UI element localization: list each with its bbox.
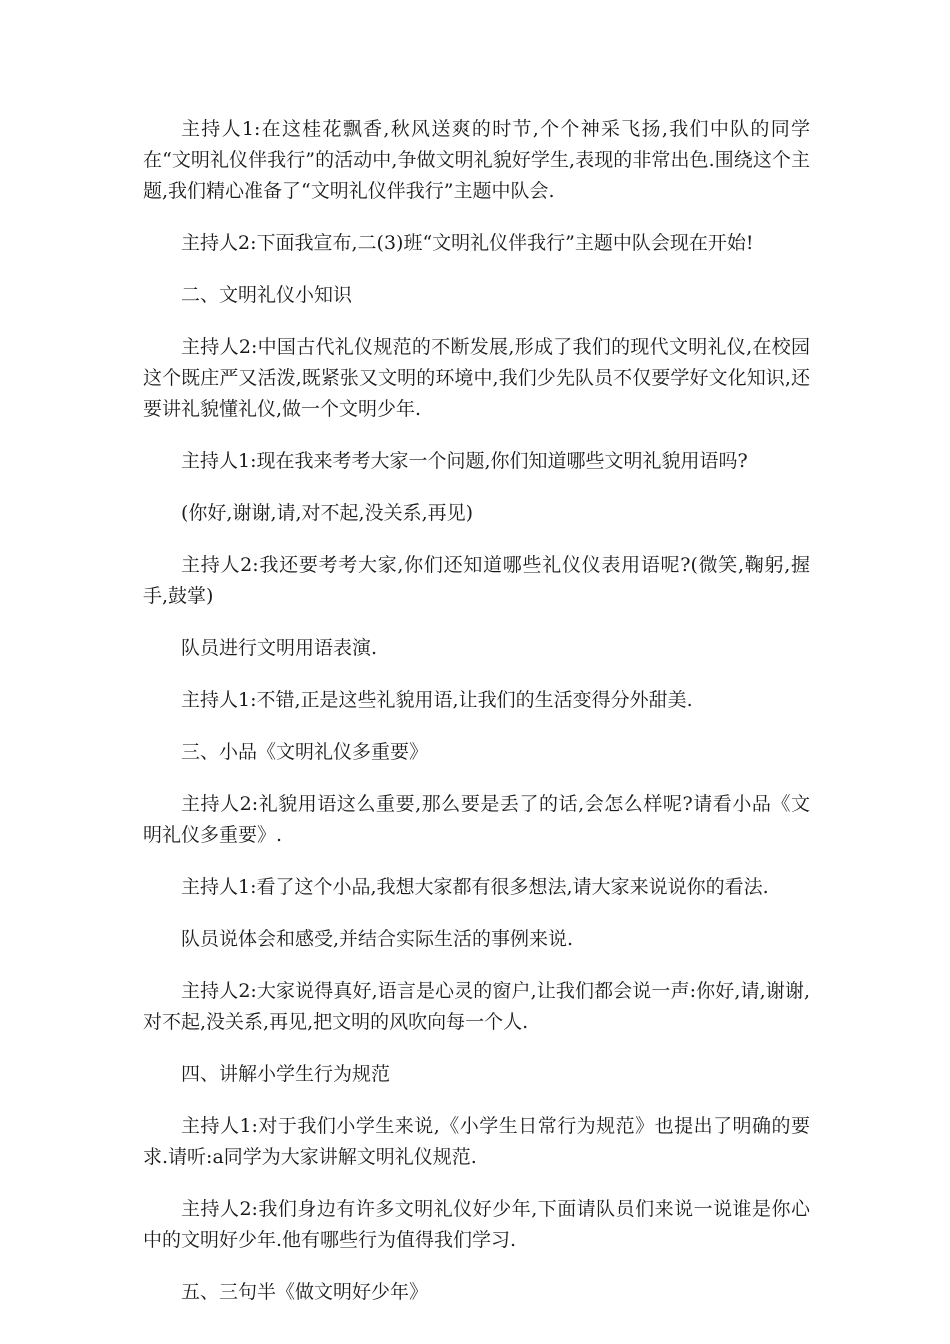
section-heading-3: 三、小品《文明礼仪多重要》 — [181, 741, 429, 763]
paragraph-answer: (你好,谢谢,请,对不起,没关系,再见) — [181, 502, 474, 524]
paragraph-host2-summary: 主持人2:大家说得真好,语言是心灵的窗户,让我们都会说一声:你好,请,谢谢,对不起,没关系,再见,把文明的风吹向每一个人. — [143, 980, 810, 1033]
section-heading-4: 四、讲解小学生行为规范 — [181, 1063, 391, 1085]
paragraph-host2-announce: 主持人2:下面我宣布,二(3)班“文明礼仪伴我行”主题中队会现在开始! — [181, 232, 754, 254]
paragraph-host2-question: 主持人2:我还要考考大家,你们还知道哪些礼仪仪表用语呢?(微笑,鞠躬,握手,鼓掌) — [143, 554, 810, 607]
paragraph-host1-opinion: 主持人1:看了这个小品,我想大家都有很多想法,请大家来说说你的看法. — [181, 876, 769, 898]
paragraph-host2-etiquette: 主持人2:中国古代礼仪规范的不断发展,形成了我们的现代文明礼仪,在校园这个既庄严又活泼,既紧张又文明的环境中,我们少先队员不仅要学好文化知识,还要讲礼貌懂礼仪,做一个文明少年. — [143, 336, 810, 420]
section-heading-5: 五、三句半《做文明好少年》 — [181, 1281, 429, 1303]
paragraph-host1-opening: 主持人1:在这桂花飘香,秋风送爽的时节,个个神采飞扬,我们中队的同学在“文明礼仪伴我行”的活动中,争做文明礼貌好学生,表现的非常出色.围绕这个主题,我们精心准备了“文明礼仪伴我行”主题中队会. — [143, 118, 810, 202]
paragraph-host1-praise: 主持人1:不错,正是这些礼貌用语,让我们的生活变得分外甜美. — [181, 689, 693, 711]
paragraph-members-share: 队员说体会和感受,并结合实际生活的事例来说. — [181, 928, 574, 950]
paragraph-host2-skit: 主持人2:礼貌用语这么重要,那么要是丢了的话,会怎么样呢?请看小品《文明礼仪多重要》. — [143, 793, 810, 846]
paragraph-host1-rules: 主持人1:对于我们小学生来说,《小学生日常行为规范》也提出了明确的要求.请听:a同学为大家讲解文明礼仪规范. — [143, 1115, 810, 1168]
paragraph-host2-rolemodel: 主持人2:我们身边有许多文明礼仪好少年,下面请队员们来说一说谁是你心中的文明好少年.他有哪些行为值得我们学习. — [143, 1198, 810, 1251]
paragraph-performance: 队员进行文明用语表演. — [181, 637, 378, 659]
paragraph-host1-question: 主持人1:现在我来考考大家一个问题,你们知道哪些文明礼貌用语吗? — [181, 450, 748, 472]
section-heading-2: 二、文明礼仪小知识 — [181, 284, 353, 306]
